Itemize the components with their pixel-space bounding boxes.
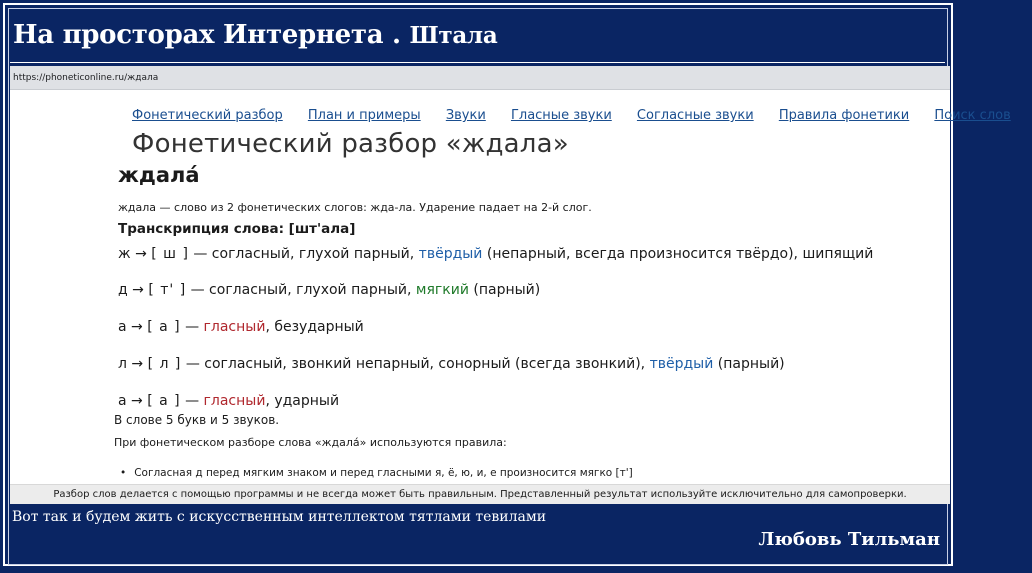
sound-row: д → [ т' ] — согласный, глухой парный, мягкий (парный): [118, 282, 541, 298]
nav-word-search[interactable]: Поиск слов: [934, 108, 1011, 123]
rule-list-item: • Согласная д перед мягким знаком и перед гласными я, ё, ю, и, е произносится мягко [т']: [120, 467, 633, 479]
sound-row: а → [ а ] — гласный, безударный: [118, 319, 364, 335]
nav-phonetic-rules[interactable]: Правила фонетики: [778, 108, 910, 123]
analyzed-word: ждала́: [118, 163, 200, 187]
letter-sound-count: В слове 5 букв и 5 звуков.: [114, 413, 280, 427]
nav-vowels[interactable]: Гласные звуки: [510, 108, 612, 123]
transcription: Транскрипция слова: [шт'ала]: [118, 221, 356, 237]
header-divider: [10, 62, 945, 63]
address-bar[interactable]: [10, 66, 950, 90]
url-text: https://phoneticonline.ru/ждала: [13, 73, 159, 83]
sound-row: а → [ а ] — гласный, ударный: [118, 393, 340, 409]
nav-plan-examples[interactable]: План и примеры: [307, 108, 421, 123]
page-title: Фонетический разбор «ждала»: [132, 129, 569, 159]
nav-consonants[interactable]: Согласные звуки: [636, 108, 754, 123]
sound-row: л → [ л ] — согласный, звонкий непарный, сонорный (всегда звонкий), твёрдый (парный): [118, 356, 785, 372]
caption: Вот так и будем жить с искусственным интеллектом тятлами тевилами: [12, 509, 547, 525]
nav-sounds[interactable]: Звуки: [445, 108, 486, 123]
nav-phonetic-analysis[interactable]: Фонетический разбор: [132, 108, 283, 123]
sound-row: ж → [ ш ] — согласный, глухой парный, твёрдый (непарный, всегда произносится твёрдо), шипящий: [118, 246, 874, 262]
embedded-screenshot: [10, 66, 1011, 504]
word-description: ждала — слово из 2 фонетических слогов: жда-ла. Ударение падает на 2-й слог.: [118, 201, 592, 214]
post-title: На просторах Интернета . Штала: [13, 20, 498, 50]
author-signature: Любовь Тильман: [758, 529, 940, 550]
rules-intro: При фонетическом разборе слова «ждала́» используются правила:: [114, 436, 507, 449]
site-nav: [132, 108, 1032, 123]
post-subtitle: Штала: [409, 22, 498, 49]
disclaimer: Разбор слов делается с помощью программы и не всегда может быть правильным. Представленный результат используйте исключительно для самопроверки.: [10, 484, 950, 504]
